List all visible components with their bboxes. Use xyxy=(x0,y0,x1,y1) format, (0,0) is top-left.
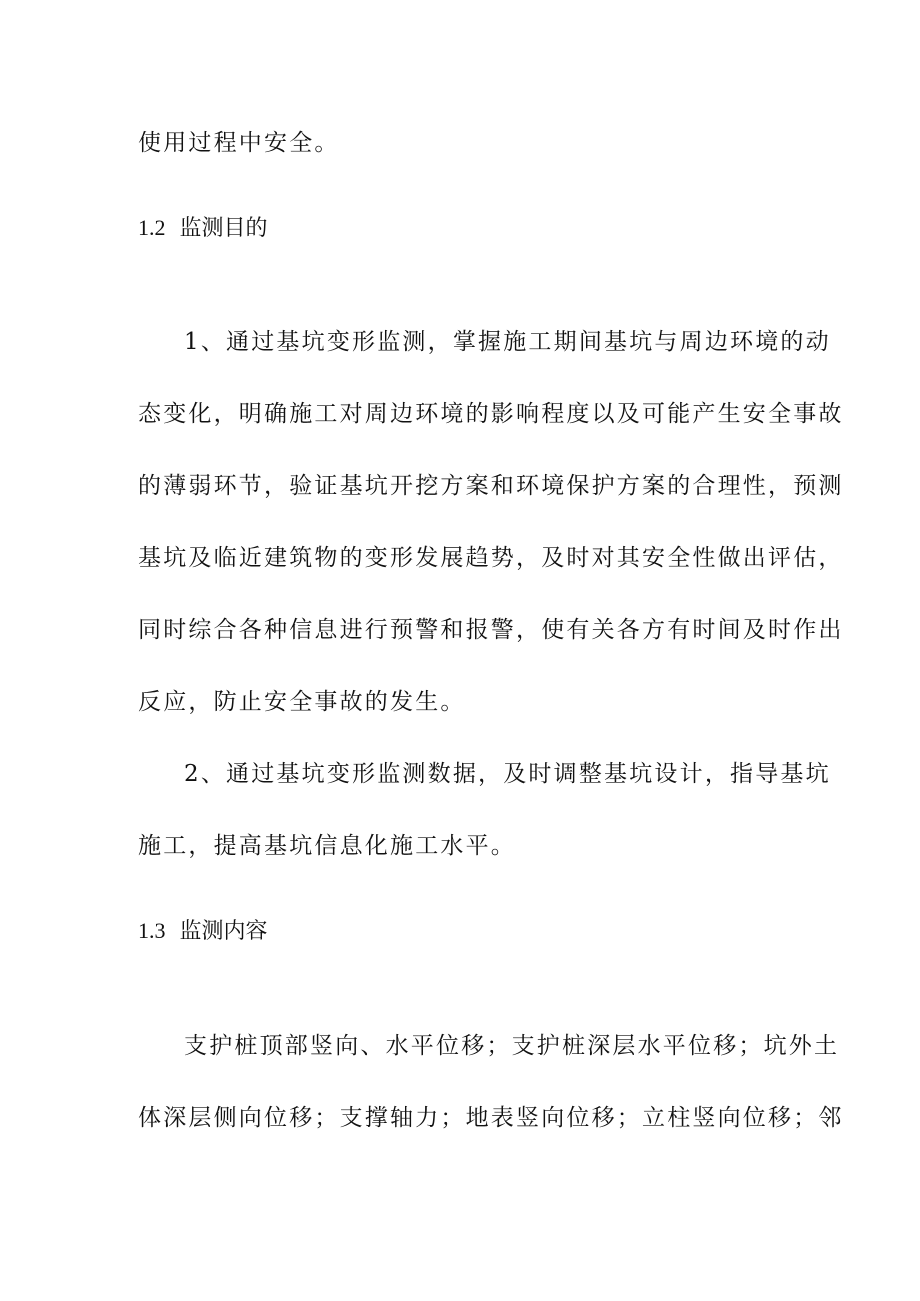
paragraph-line: 支护桩顶部竖向、水平位移；支护桩深层水平位移；坑外土 xyxy=(184,1033,840,1059)
section-title: 监测内容 xyxy=(179,919,268,944)
section-heading-1-3 xyxy=(138,916,268,947)
continuation-text: 使用过程中安全。 xyxy=(138,130,340,156)
paragraph-line: 反应，防止安全事故的发生。 xyxy=(138,689,466,715)
section-heading-1-2 xyxy=(138,213,268,244)
paragraph-line: 基坑及临近建筑物的变形发展趋势，及时对其安全性做出评估， xyxy=(138,545,844,571)
section-title: 监测目的 xyxy=(179,216,268,241)
paragraph-line: 同时综合各种信息进行预警和报警，使有关各方有时间及时作出 xyxy=(138,617,844,643)
paragraph-line: 施工，提高基坑信息化施工水平。 xyxy=(138,833,516,859)
paragraph-line: 态变化，明确施工对周边环境的影响程度以及可能产生安全事故 xyxy=(138,401,844,427)
section-number: 1.2 xyxy=(138,215,166,240)
paragraph-line: 的薄弱环节，验证基坑开挖方案和环境保护方案的合理性，预测 xyxy=(138,473,844,499)
paragraph-line: 2、通过基坑变形监测数据，及时调整基坑设计，指导基坑 xyxy=(184,761,831,787)
paragraph-line: 体深层侧向位移；支撑轴力；地表竖向位移；立柱竖向位移；邻 xyxy=(138,1105,844,1131)
paragraph-line: 1、通过基坑变形监测，掌握施工期间基坑与周边环境的动 xyxy=(184,329,831,355)
section-number: 1.3 xyxy=(138,918,166,943)
